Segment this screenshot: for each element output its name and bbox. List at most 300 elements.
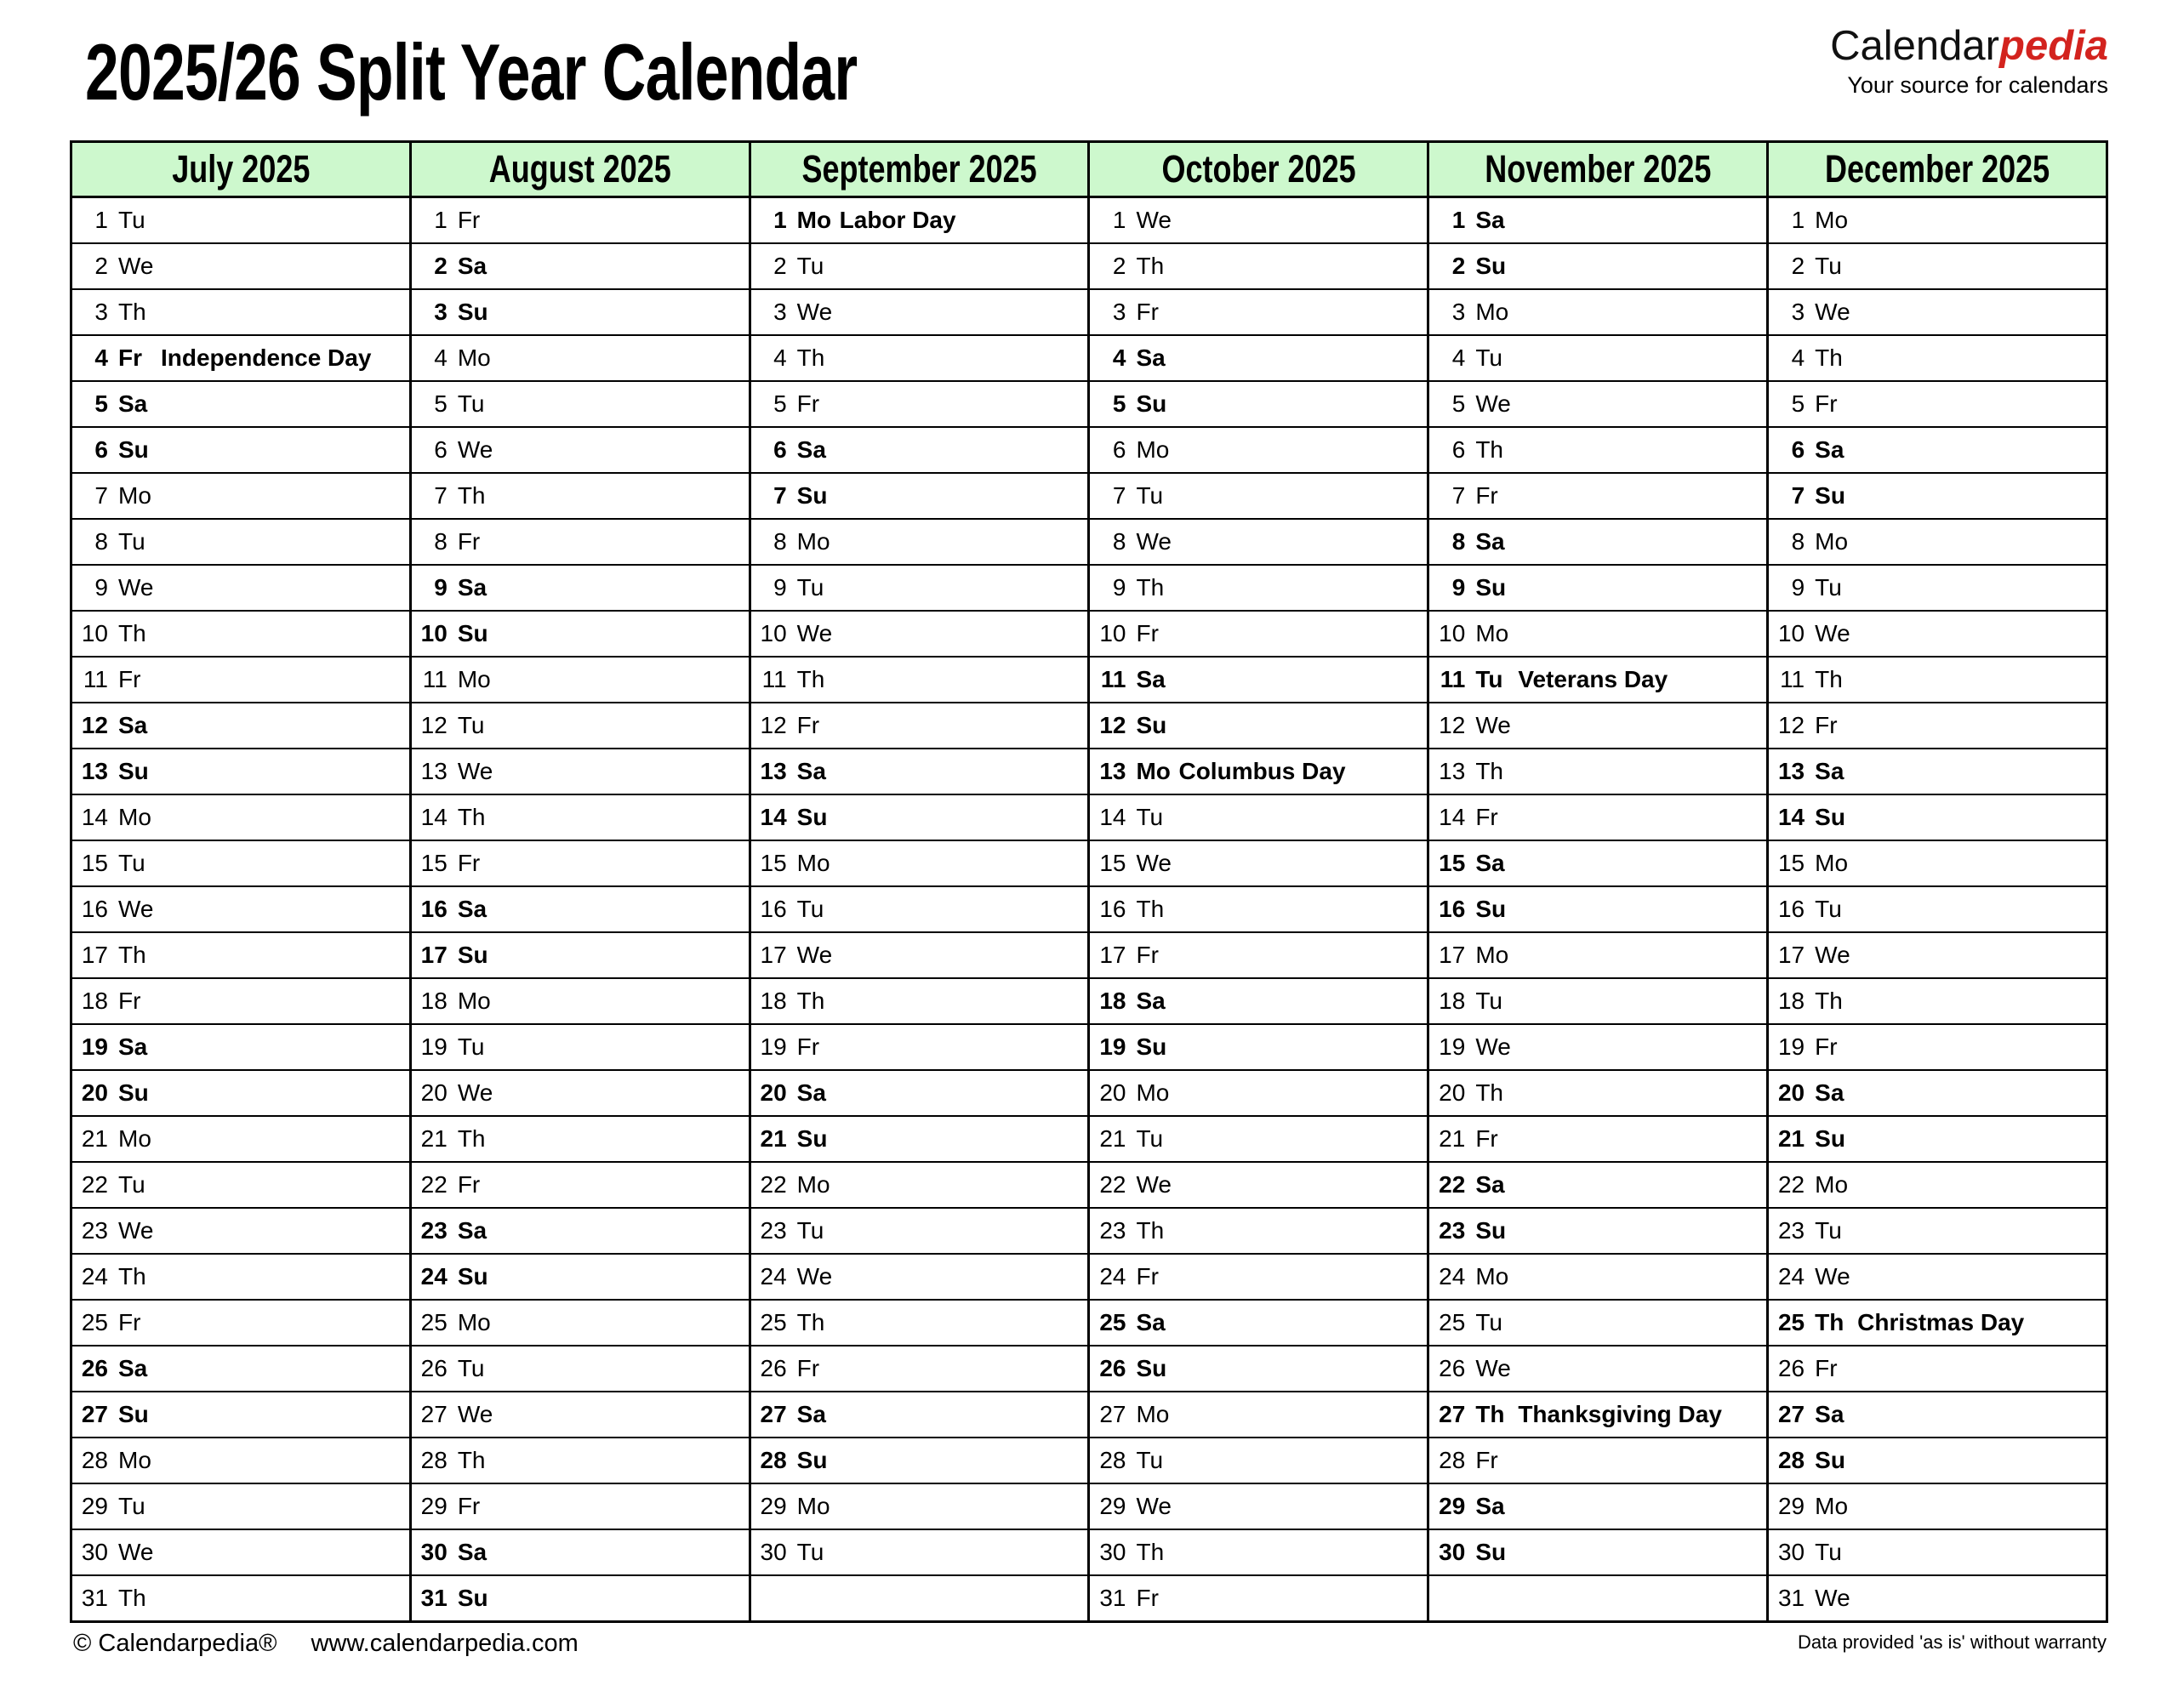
day-cell	[410, 1575, 750, 1622]
day-cell	[1428, 335, 1768, 381]
month-header-row	[71, 142, 2107, 197]
day-number: 30	[1099, 1539, 1126, 1565]
day-number: 15	[1099, 850, 1126, 876]
day-weekday: Th	[1815, 988, 1843, 1014]
day-number: 24	[1777, 1263, 1805, 1290]
day-number: 16	[1777, 896, 1805, 922]
calendar-row	[71, 473, 2107, 519]
day-number: 8	[773, 528, 787, 555]
day-cell	[750, 197, 1089, 244]
day-weekday: Mo	[1815, 1171, 1849, 1198]
day-weekday: Th	[1136, 574, 1165, 601]
calendar-row	[71, 1575, 2107, 1622]
day-number: 5	[1112, 390, 1126, 417]
day-number: 5	[94, 390, 108, 417]
day-cell	[410, 794, 750, 840]
day-weekday: Su	[1815, 804, 1845, 830]
day-number: 25	[760, 1309, 787, 1335]
day-cell	[1089, 794, 1428, 840]
day-cell	[1089, 1024, 1428, 1070]
day-cell	[410, 1208, 750, 1254]
day-number: 1	[1791, 207, 1805, 233]
day-weekday: Fr	[796, 712, 820, 738]
day-weekday: Su	[1815, 482, 1845, 509]
day-number: 11	[83, 666, 108, 692]
day-weekday: Sa	[1815, 1079, 1844, 1106]
day-number: 30	[1439, 1539, 1466, 1565]
calendar-row	[71, 1438, 2107, 1483]
day-number: 31	[1099, 1585, 1126, 1611]
day-cell	[1428, 1116, 1768, 1162]
day-number: 13	[420, 758, 448, 784]
day-weekday: Su	[1136, 712, 1167, 738]
day-cell	[1089, 473, 1428, 519]
day-number: 22	[81, 1171, 108, 1198]
day-cell	[1768, 703, 2107, 749]
day-cell	[750, 657, 1089, 703]
day-weekday: Fr	[1815, 712, 1838, 738]
day-weekday: Tu	[796, 1539, 824, 1565]
calendar-row	[71, 1024, 2107, 1070]
day-weekday: Th	[118, 942, 146, 968]
day-weekday: Su	[118, 1079, 149, 1106]
day-number: 20	[1439, 1079, 1466, 1106]
day-cell	[1089, 749, 1428, 794]
day-cell	[1428, 381, 1768, 427]
calendar-row	[71, 243, 2107, 289]
day-weekday: Fr	[118, 988, 141, 1014]
day-number: 10	[1777, 620, 1805, 646]
day-cell	[750, 1116, 1089, 1162]
day-weekday: Sa	[118, 1355, 148, 1381]
day-cell	[71, 1529, 411, 1575]
day-weekday: Tu	[1475, 666, 1503, 692]
month-header-label: September 2025	[801, 147, 1037, 191]
day-weekday: Mo	[1475, 299, 1509, 325]
day-number: 27	[81, 1401, 108, 1427]
day-number: 30	[760, 1539, 787, 1565]
day-cell	[1768, 427, 2107, 473]
empty-cell	[750, 1575, 1089, 1622]
day-number: 30	[1777, 1539, 1805, 1565]
day-number: 20	[760, 1079, 787, 1106]
calendar-row	[71, 381, 2107, 427]
calendar-row	[71, 611, 2107, 657]
day-number: 4	[94, 344, 108, 371]
calendar-row	[71, 1208, 2107, 1254]
day-cell	[750, 1438, 1089, 1483]
day-number: 4	[1112, 344, 1126, 371]
day-number: 8	[1451, 528, 1466, 555]
day-weekday: Mo	[1475, 1263, 1509, 1290]
day-cell	[1768, 197, 2107, 244]
day-number: 1	[94, 207, 108, 233]
day-number: 13	[1777, 758, 1805, 784]
holiday-name: Columbus Day	[1178, 758, 1346, 784]
day-number: 19	[1439, 1033, 1466, 1060]
day-number: 25	[420, 1309, 448, 1335]
day-number: 22	[1439, 1171, 1466, 1198]
day-cell	[410, 1392, 750, 1438]
day-weekday: Tu	[1475, 1309, 1502, 1335]
day-number: 1	[434, 207, 448, 233]
day-cell	[410, 840, 750, 886]
day-weekday: Th	[457, 1125, 486, 1152]
day-number: 12	[1777, 712, 1805, 738]
day-number: 26	[420, 1355, 448, 1381]
day-cell	[1089, 1116, 1428, 1162]
day-number: 25	[1777, 1309, 1805, 1335]
day-number: 7	[434, 482, 448, 509]
day-number: 3	[94, 299, 108, 325]
day-cell	[1089, 335, 1428, 381]
day-number: 31	[420, 1585, 448, 1611]
day-number: 18	[420, 988, 448, 1014]
day-number: 2	[434, 253, 448, 279]
day-cell	[71, 794, 411, 840]
day-number: 7	[773, 482, 787, 509]
day-number: 2	[1112, 253, 1126, 279]
day-cell	[410, 519, 750, 565]
day-weekday: Th	[1475, 436, 1503, 463]
day-number: 15	[1777, 850, 1805, 876]
calendar-table	[70, 140, 2108, 1623]
day-number: 28	[1099, 1447, 1126, 1473]
day-number: 7	[1451, 482, 1466, 509]
day-weekday: Su	[1475, 1539, 1507, 1565]
day-number: 27	[1777, 1401, 1805, 1427]
day-cell	[410, 1346, 750, 1392]
day-number: 23	[81, 1217, 108, 1244]
day-number: 6	[1791, 436, 1805, 463]
day-cell	[1428, 886, 1768, 932]
day-number: 20	[1777, 1079, 1805, 1106]
day-number: 31	[81, 1585, 108, 1611]
day-weekday: Tu	[1136, 804, 1164, 830]
day-cell	[1428, 565, 1768, 611]
day-number: 7	[94, 482, 108, 509]
day-cell	[1089, 1438, 1428, 1483]
day-weekday: Th	[457, 482, 486, 509]
day-weekday: We	[796, 942, 833, 968]
footer-disclaimer: Data provided 'as is' without warranty	[1797, 1631, 2107, 1653]
day-cell	[750, 932, 1089, 978]
day-weekday: Mo	[118, 1125, 151, 1152]
day-cell	[410, 289, 750, 335]
day-weekday: Mo	[1136, 1401, 1170, 1427]
day-cell	[1768, 1483, 2107, 1529]
day-weekday: Su	[457, 620, 488, 646]
day-weekday: Fr	[1815, 1355, 1838, 1381]
day-cell	[1428, 243, 1768, 289]
day-weekday: Tu	[457, 1355, 485, 1381]
day-cell	[1768, 473, 2107, 519]
day-cell	[1768, 932, 2107, 978]
day-weekday: Tu	[457, 712, 485, 738]
day-number: 7	[1791, 482, 1805, 509]
day-number: 7	[1112, 482, 1126, 509]
day-number: 10	[760, 620, 787, 646]
calendar-row	[71, 978, 2107, 1024]
day-cell	[71, 611, 411, 657]
day-weekday: Mo	[118, 1447, 151, 1473]
day-number: 23	[1099, 1217, 1126, 1244]
day-cell	[750, 473, 1089, 519]
day-number: 8	[1791, 528, 1805, 555]
month-header-label: August 2025	[488, 147, 671, 191]
day-number: 14	[760, 804, 787, 830]
day-number: 11	[422, 666, 448, 692]
calendar-row	[71, 794, 2107, 840]
day-weekday: Fr	[1136, 299, 1159, 325]
day-cell	[1089, 932, 1428, 978]
day-number: 11	[1780, 666, 1805, 692]
day-cell	[1428, 749, 1768, 794]
day-weekday: We	[457, 436, 493, 463]
day-cell	[1089, 657, 1428, 703]
day-number: 28	[1777, 1447, 1805, 1473]
day-number: 18	[1099, 988, 1126, 1014]
day-weekday: Sa	[118, 390, 148, 417]
month-header-label: December 2025	[1824, 147, 2050, 191]
day-number: 13	[760, 758, 787, 784]
day-weekday: Su	[457, 1585, 488, 1611]
day-cell	[1428, 1346, 1768, 1392]
day-weekday: Su	[1475, 574, 1507, 601]
day-number: 3	[1451, 299, 1466, 325]
day-weekday: Sa	[1475, 1171, 1505, 1198]
day-cell	[410, 1529, 750, 1575]
day-number: 22	[760, 1171, 787, 1198]
day-number: 2	[1451, 253, 1466, 279]
day-cell	[1768, 519, 2107, 565]
day-cell	[71, 1254, 411, 1300]
day-number: 26	[81, 1355, 108, 1381]
day-cell	[71, 1483, 411, 1529]
day-weekday: We	[1815, 1263, 1850, 1290]
day-number: 23	[420, 1217, 448, 1244]
day-number: 4	[773, 344, 787, 371]
day-weekday: Tu	[796, 1217, 824, 1244]
day-cell	[71, 1162, 411, 1208]
day-cell	[1089, 565, 1428, 611]
day-number: 10	[1439, 620, 1466, 646]
calendar-row	[71, 565, 2107, 611]
calendar-row	[71, 886, 2107, 932]
holiday-name: Christmas Day	[1857, 1309, 2025, 1335]
calendar-row	[71, 932, 2107, 978]
day-weekday: Fr	[1815, 1033, 1838, 1060]
day-number: 23	[760, 1217, 787, 1244]
day-cell	[1768, 565, 2107, 611]
day-weekday: Mo	[457, 1309, 491, 1335]
day-number: 20	[1099, 1079, 1126, 1106]
day-number: 17	[420, 942, 448, 968]
day-weekday: Su	[796, 1447, 828, 1473]
day-weekday: Tu	[1815, 1539, 1842, 1565]
day-weekday: We	[457, 758, 493, 784]
day-number: 15	[1439, 850, 1466, 876]
day-weekday: Sa	[1475, 850, 1505, 876]
day-weekday: Tu	[1815, 1217, 1842, 1244]
day-cell	[1428, 1300, 1768, 1346]
day-number: 2	[1791, 253, 1805, 279]
day-number: 29	[760, 1493, 787, 1519]
day-weekday: Th	[118, 1585, 146, 1611]
logo-tagline: Your source for calendars	[1847, 72, 2108, 98]
calendar-row	[71, 840, 2107, 886]
day-cell	[1428, 611, 1768, 657]
day-number: 25	[81, 1309, 108, 1335]
day-cell	[71, 197, 411, 244]
day-weekday: We	[1136, 207, 1172, 233]
day-weekday: Fr	[457, 1171, 481, 1198]
day-number: 10	[1099, 620, 1126, 646]
day-weekday: Mo	[1136, 436, 1170, 463]
day-cell	[750, 427, 1089, 473]
day-weekday: We	[1815, 942, 1850, 968]
day-number: 10	[81, 620, 108, 646]
day-weekday: Sa	[1136, 1309, 1166, 1335]
day-cell	[1768, 657, 2107, 703]
day-cell	[71, 749, 411, 794]
day-number: 3	[1791, 299, 1805, 325]
day-weekday: Fr	[1136, 620, 1159, 646]
day-number: 12	[81, 712, 108, 738]
day-number: 12	[420, 712, 448, 738]
calendar-row	[71, 427, 2107, 473]
month-header-label: July 2025	[171, 147, 310, 191]
day-number: 9	[773, 574, 787, 601]
calendarpedia-url: www.calendarpedia.com	[311, 1630, 579, 1657]
day-cell	[71, 1208, 411, 1254]
month-header	[1768, 142, 2107, 197]
day-number: 14	[1439, 804, 1466, 830]
logo-text-black: Calendar	[1830, 23, 2000, 69]
day-number: 17	[760, 942, 787, 968]
day-number: 26	[1099, 1355, 1126, 1381]
day-number: 4	[434, 344, 448, 371]
day-cell	[750, 1483, 1089, 1529]
day-cell	[1768, 794, 2107, 840]
day-cell	[410, 335, 750, 381]
day-weekday: Fr	[118, 344, 142, 371]
day-weekday: We	[1136, 528, 1172, 555]
day-number: 1	[1451, 207, 1466, 233]
day-cell	[410, 1254, 750, 1300]
day-number: 16	[1439, 896, 1466, 922]
day-number: 22	[1099, 1171, 1126, 1198]
day-cell	[1089, 1575, 1428, 1622]
day-cell	[1428, 427, 1768, 473]
day-weekday: Th	[796, 666, 825, 692]
day-weekday: We	[1815, 620, 1850, 646]
day-cell	[1428, 289, 1768, 335]
day-weekday: We	[1136, 850, 1172, 876]
day-cell	[71, 1300, 411, 1346]
day-weekday: Mo	[1815, 1493, 1849, 1519]
day-weekday: We	[457, 1401, 493, 1427]
day-cell	[71, 1024, 411, 1070]
day-cell	[750, 749, 1089, 794]
day-cell	[410, 1483, 750, 1529]
day-number: 21	[420, 1125, 448, 1152]
day-cell	[1768, 1346, 2107, 1392]
day-weekday: Sa	[457, 896, 487, 922]
month-header	[410, 142, 750, 197]
day-number: 13	[1439, 758, 1466, 784]
day-number: 12	[1439, 712, 1466, 738]
day-number: 5	[1791, 390, 1805, 417]
day-weekday: We	[796, 620, 833, 646]
day-weekday: Su	[796, 804, 828, 830]
day-weekday: Sa	[796, 1079, 826, 1106]
day-number: 29	[1777, 1493, 1805, 1519]
day-number: 6	[434, 436, 448, 463]
day-cell	[71, 1392, 411, 1438]
day-weekday: Tu	[457, 1033, 485, 1060]
day-weekday: Mo	[118, 804, 151, 830]
day-weekday: Mo	[1815, 850, 1849, 876]
day-cell	[1089, 1300, 1428, 1346]
logo-text-red: pedia	[1999, 23, 2108, 69]
day-cell	[1768, 840, 2107, 886]
day-cell	[410, 611, 750, 657]
day-number: 21	[1777, 1125, 1805, 1152]
day-cell	[71, 1575, 411, 1622]
day-weekday: Fr	[1475, 1447, 1498, 1473]
day-weekday: Sa	[457, 253, 487, 279]
day-weekday: Th	[118, 1263, 146, 1290]
day-weekday: Mo	[796, 528, 830, 555]
day-weekday: Su	[1136, 390, 1167, 417]
calendar-row	[71, 1392, 2107, 1438]
day-weekday: Fr	[457, 207, 481, 233]
day-weekday: Su	[1475, 1217, 1507, 1244]
day-number: 18	[81, 988, 108, 1014]
day-number: 16	[81, 896, 108, 922]
day-weekday: Th	[1815, 1309, 1844, 1335]
day-weekday: Fr	[796, 390, 820, 417]
day-cell	[750, 840, 1089, 886]
day-weekday: Tu	[1475, 988, 1502, 1014]
day-number: 9	[1791, 574, 1805, 601]
day-cell	[750, 1208, 1089, 1254]
day-number: 3	[1112, 299, 1126, 325]
day-number: 19	[420, 1033, 448, 1060]
day-number: 30	[81, 1539, 108, 1565]
day-cell	[71, 381, 411, 427]
day-weekday: Mo	[457, 344, 491, 371]
day-number: 5	[773, 390, 787, 417]
day-number: 11	[1100, 666, 1126, 692]
day-number: 28	[1439, 1447, 1466, 1473]
day-cell	[410, 886, 750, 932]
day-cell	[1768, 335, 2107, 381]
day-weekday: Sa	[118, 712, 148, 738]
day-weekday: Fr	[796, 1033, 820, 1060]
day-number: 29	[1099, 1493, 1126, 1519]
day-number: 25	[1099, 1309, 1126, 1335]
day-cell	[750, 289, 1089, 335]
calendar-row	[71, 1346, 2107, 1392]
day-weekday: Tu	[1136, 1447, 1164, 1473]
month-header	[71, 142, 411, 197]
calendar-row	[71, 335, 2107, 381]
day-number: 14	[1099, 804, 1126, 830]
holiday-name: Independence Day	[161, 344, 372, 371]
day-number: 16	[1099, 896, 1126, 922]
